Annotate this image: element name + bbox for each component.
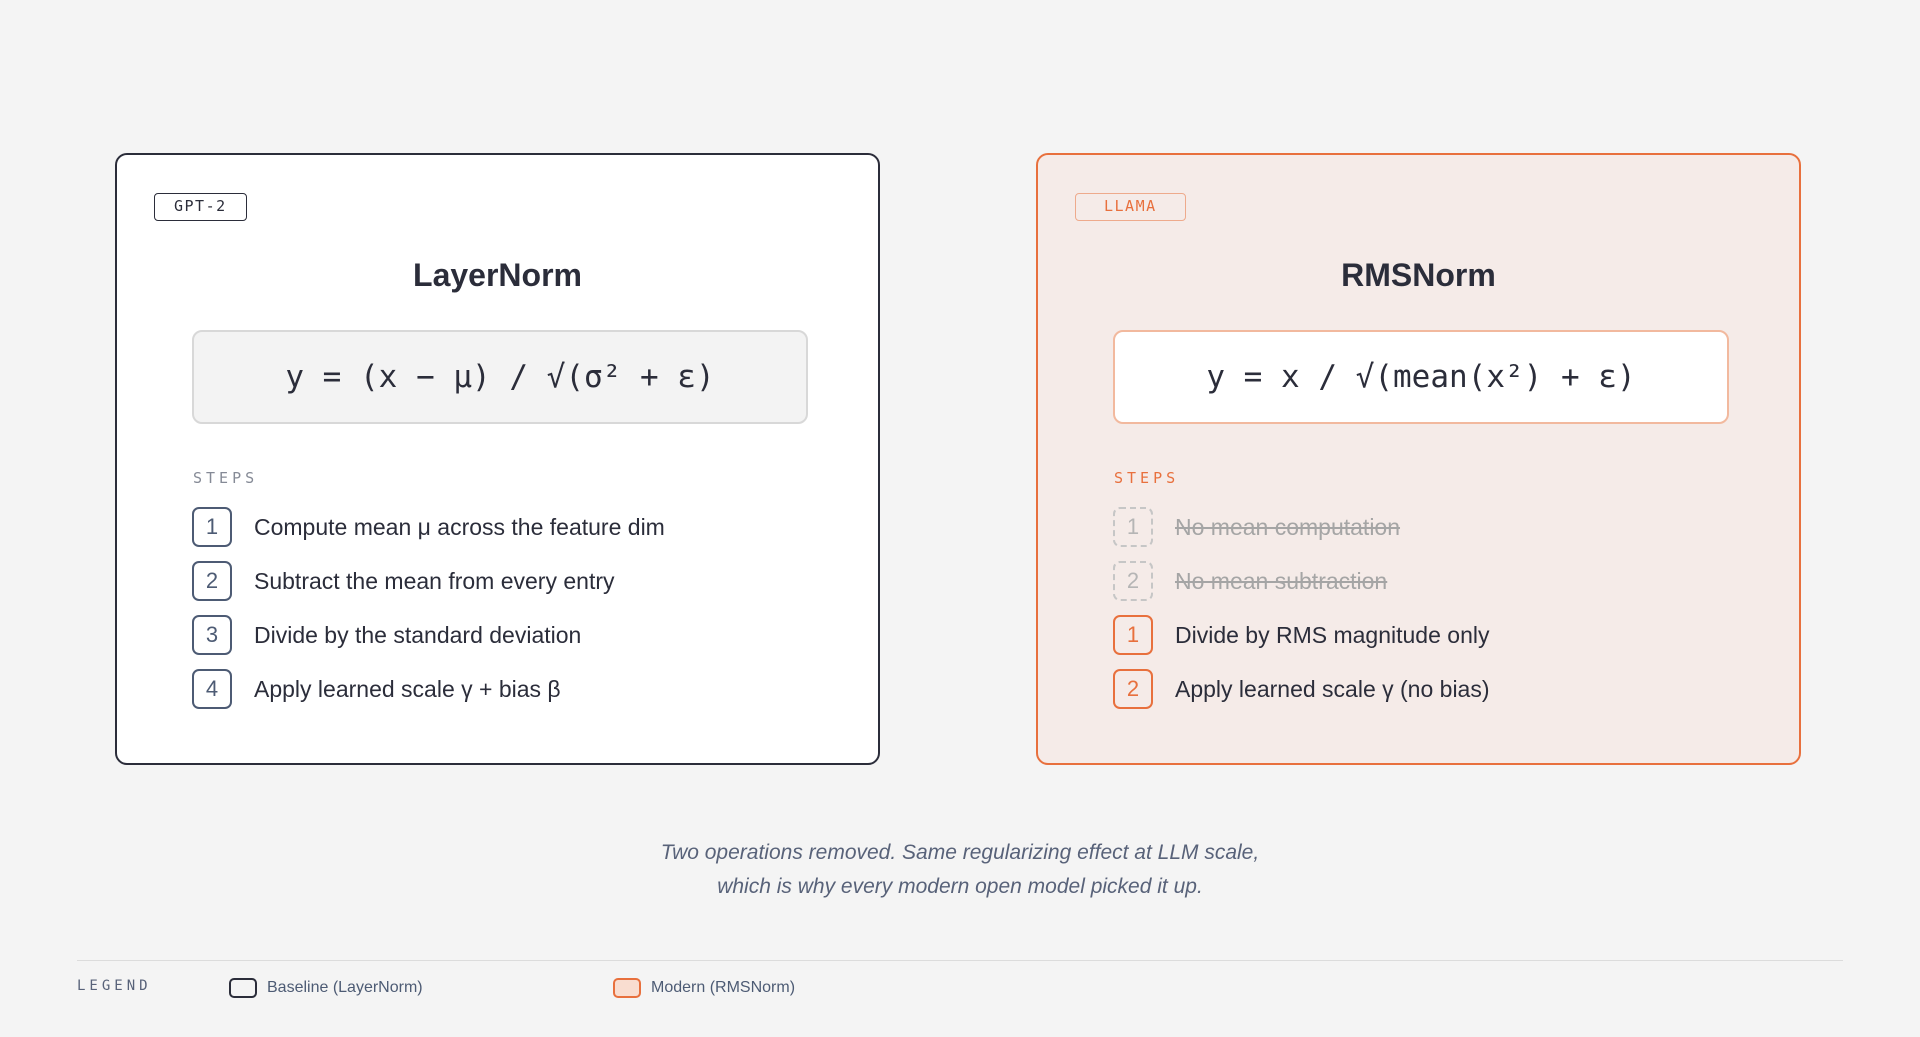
steps-label: STEPS — [1114, 469, 1180, 487]
caption — [0, 836, 1920, 904]
caption-line: Two operations removed. Same regularizing effect at LLM scale, — [660, 841, 1260, 864]
legend-item-modern — [613, 978, 795, 998]
legend-divider — [77, 960, 1843, 961]
step-item — [192, 669, 665, 709]
step-item — [1113, 615, 1490, 655]
step-text: No mean computation — [1175, 513, 1401, 540]
legend-text: Modern (RMSNorm) — [651, 979, 796, 996]
step-text: Divide by the standard deviation — [254, 621, 582, 648]
legend-item-baseline — [229, 978, 423, 998]
step-item — [192, 507, 665, 547]
model-tag-llama: LLAMA — [1075, 193, 1186, 221]
modern-swatch-icon — [613, 978, 641, 998]
step-text: Apply learned scale γ + bias β — [254, 675, 561, 702]
steps-list-layernorm — [192, 507, 665, 723]
formula-layernorm: y = (x − μ) / √(σ² + ε) — [192, 330, 808, 424]
legend-label: LEGEND — [77, 978, 152, 994]
modern-card — [1036, 153, 1801, 765]
step-item — [192, 561, 665, 601]
step-item — [192, 615, 665, 655]
steps-list-rmsnorm — [1113, 507, 1490, 723]
steps-label: STEPS — [193, 469, 259, 487]
step-number: 1 — [192, 507, 232, 547]
step-number: 4 — [192, 669, 232, 709]
model-tag-gpt2: GPT-2 — [154, 193, 247, 221]
card-title-layernorm: LayerNorm — [413, 257, 582, 293]
step-text: Subtract the mean from every entry — [254, 567, 615, 594]
caption-line: which is why every modern open model picked it up. — [717, 875, 1203, 898]
step-text: Divide by RMS magnitude only — [1175, 621, 1490, 648]
removed-step-item — [1113, 561, 1490, 601]
step-number: 2 — [1113, 669, 1153, 709]
step-number: 2 — [192, 561, 232, 601]
baseline-swatch-icon — [229, 978, 257, 998]
baseline-card — [115, 153, 880, 765]
step-item — [1113, 669, 1490, 709]
step-text: No mean subtraction — [1175, 567, 1388, 594]
card-title-rmsnorm: RMSNorm — [1341, 257, 1496, 293]
removed-step-item — [1113, 507, 1490, 547]
step-number: 3 — [192, 615, 232, 655]
formula-rmsnorm: y = x / √(mean(x²) + ε) — [1113, 330, 1729, 424]
step-number: 1 — [1113, 615, 1153, 655]
step-number: 2 — [1113, 561, 1153, 601]
step-number: 1 — [1113, 507, 1153, 547]
step-text: Apply learned scale γ (no bias) — [1175, 675, 1490, 702]
legend-text: Baseline (LayerNorm) — [267, 979, 423, 996]
step-text: Compute mean μ across the feature dim — [254, 513, 665, 540]
